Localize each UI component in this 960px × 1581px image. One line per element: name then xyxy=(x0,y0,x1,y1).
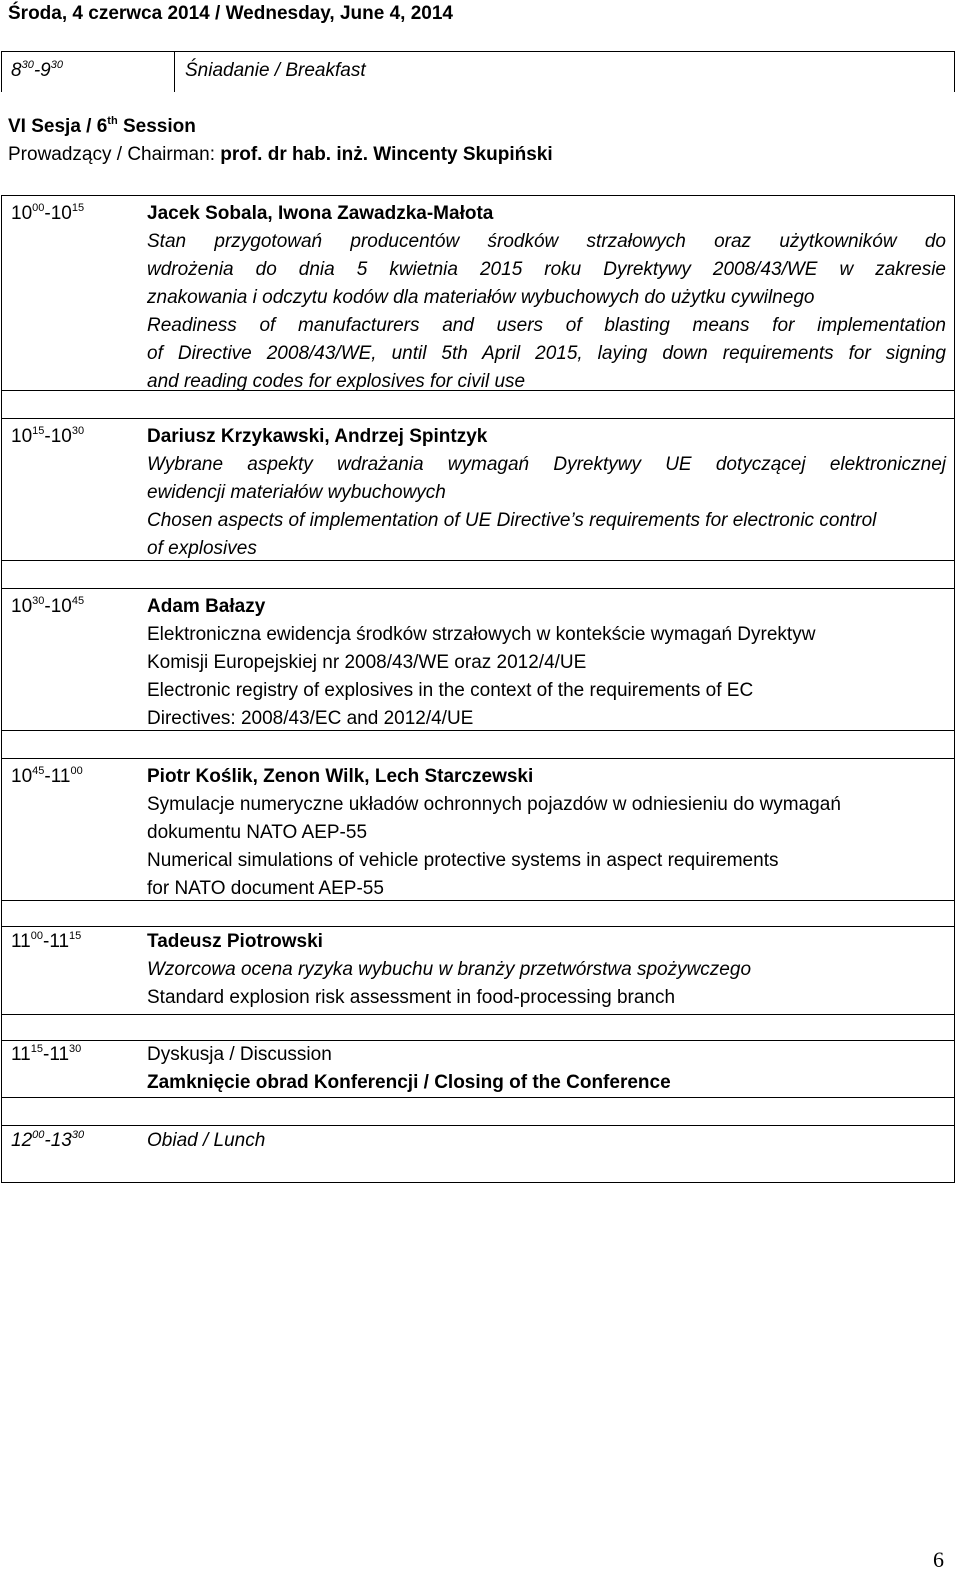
lunch-spacer-row xyxy=(1,1097,955,1125)
talk-title-line: Standard explosion risk assessment in food-processing branch xyxy=(147,987,676,1008)
talk-title-line: and reading codes for explosives for civil use xyxy=(147,371,526,392)
talk-content xyxy=(147,763,946,903)
talk-title-line: znakowania i odczytu kodów dla materiałów wybuchowych do użytku cywilnego xyxy=(147,287,815,308)
talk-title-line: Electronic registry of explosives in the context of the requirements of EC xyxy=(147,680,754,701)
discussion-content xyxy=(147,1041,946,1097)
talk-time: $10^{45}-11^{00}$ xyxy=(11,764,83,787)
talk-title-line: Komisji Europejskiej nr 2008/43/WE oraz 2012/4/UE xyxy=(147,652,587,673)
talk-title-line: Symulacje numeryczne układów ochronnych pojazdów w odniesieniu do wymagań xyxy=(147,794,841,815)
talk-title-line: of explosives xyxy=(147,538,257,559)
talk-title-line: Wzorcowa ocena ryzyka wybuchu w branży przetwórstwa spożywczego xyxy=(147,959,752,980)
talk-content xyxy=(147,200,946,396)
talk-title-line: Elektroniczna ewidencja środków strzałowych w kontekście wymagań Dyrektyw xyxy=(147,624,816,645)
breakfast-label: Śniadanie / Breakfast xyxy=(185,60,366,81)
talk-content xyxy=(147,593,946,733)
talk-title-line: for NATO document AEP-55 xyxy=(147,878,384,899)
talk-title-line: Wybrane aspekty wdrażania wymagań Dyrektywy UE dotyczącej elektronicznej xyxy=(147,454,946,475)
breakfast-time: $8^{30}-9^{30}$ xyxy=(11,58,63,81)
discussion-row xyxy=(1,1040,955,1097)
talk-title-line: dokumentu NATO AEP-55 xyxy=(147,822,368,843)
talk-time: $10^{00}-10^{15}$ xyxy=(11,201,85,224)
talk-title-line: ewidencji materiałów wybuchowych xyxy=(147,482,446,503)
talk-authors: Adam Bałazy xyxy=(147,596,266,617)
talk-authors: Tadeusz Piotrowski xyxy=(147,931,323,952)
lunch-time: $12^{00}-13^{30}$ xyxy=(11,1128,85,1151)
talk-authors: Piotr Koślik, Zenon Wilk, Lech Starczewski xyxy=(147,766,534,787)
lunch-row xyxy=(1,1125,955,1183)
talk-time: $10^{30}-10^{45}$ xyxy=(11,594,85,617)
breakfast-cell-divider xyxy=(174,52,175,92)
talk-row-1 xyxy=(1,195,955,390)
talk-content xyxy=(147,423,946,563)
talk-time: $11^{00}-11^{15}$ xyxy=(11,929,82,952)
discussion-spacer-row xyxy=(1,1014,955,1040)
date-heading: Środa, 4 czerwca 2014 / Wednesday, June 4, 2014 xyxy=(8,3,453,24)
talk-content xyxy=(147,928,946,1012)
breakfast-row xyxy=(1,51,955,92)
talk-row-5 xyxy=(1,900,955,926)
talk-row-3-content xyxy=(1,588,955,730)
page-number: 6 xyxy=(933,1547,944,1572)
session-chair: Prowadzący / Chairman: prof. dr hab. inż. Wincenty Skupiński xyxy=(8,144,553,165)
session-title: VI Sesja / 6th Session xyxy=(8,114,196,137)
talk-row-4-content xyxy=(1,758,955,900)
talk-title-line: Directives: 2008/43/EC and 2012/4/UE xyxy=(147,708,474,729)
talk-title-line: of Directive 2008/43/WE, until 5th April 2015, laying down requirements for signing xyxy=(147,343,946,364)
talk-title-line: wdrożenia do dnia 5 kwietnia 2015 roku Dyrektywy 2008/43/WE w zakresie xyxy=(147,259,946,280)
closing-label: Zamknięcie obrad Konferencji / Closing of the Conference xyxy=(147,1072,671,1093)
talk-row-4 xyxy=(1,730,955,758)
talk-title-line: Readiness of manufacturers and users of blasting means for implementation xyxy=(147,315,946,336)
discussion-time: $11^{15}-11^{30}$ xyxy=(11,1042,82,1065)
talk-title-line: Stan przygotowań producentów środków strzałowych oraz użytkowników do xyxy=(147,231,946,252)
talk-row-3 xyxy=(1,560,955,588)
talk-authors: Dariusz Krzykawski, Andrzej Spintzyk xyxy=(147,426,488,447)
talk-row-5-content xyxy=(1,926,955,1014)
talk-title-line: Numerical simulations of vehicle protective systems in aspect requirements xyxy=(147,850,779,871)
lunch-label: Obiad / Lunch xyxy=(147,1130,266,1151)
talk-authors: Jacek Sobala, Iwona Zawadzka-Małota xyxy=(147,203,494,224)
talk-title-line: Chosen aspects of implementation of UE Directive’s requirements for electronic control xyxy=(147,510,877,531)
talk-time: $10^{15}-10^{30}$ xyxy=(11,424,85,447)
talk-row-2-content xyxy=(1,418,955,560)
discussion-label: Dyskusja / Discussion xyxy=(147,1044,332,1065)
talk-row-2 xyxy=(1,390,955,418)
